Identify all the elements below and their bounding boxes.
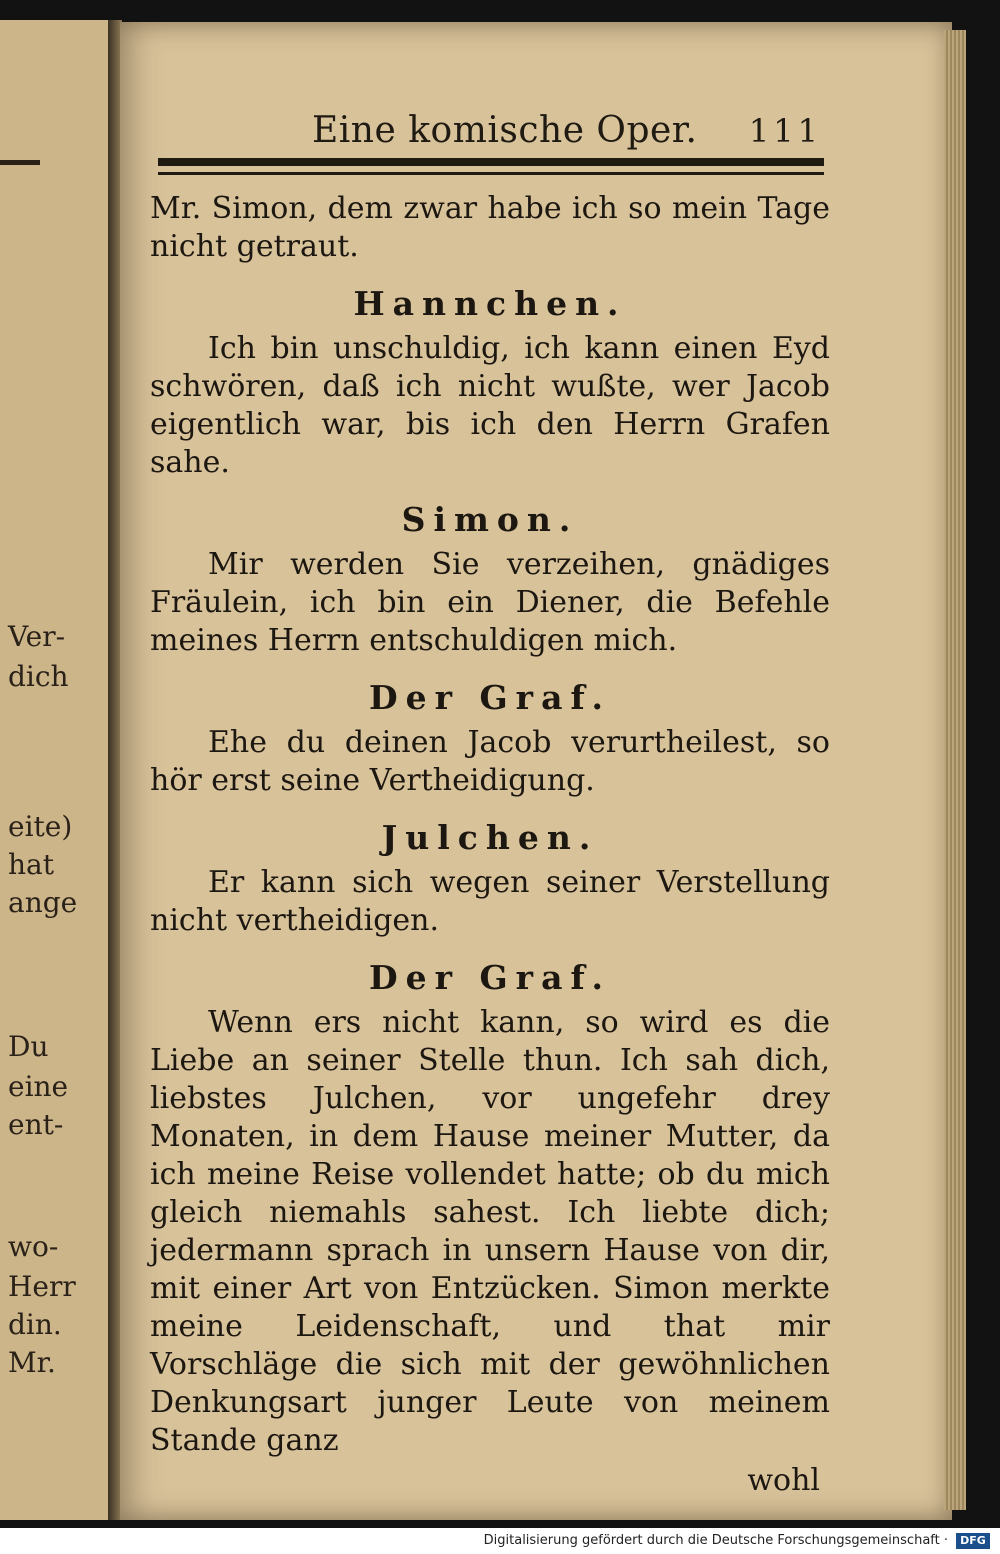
left-fragment: ent- <box>8 1108 64 1141</box>
left-fragment: din. <box>8 1308 62 1341</box>
header-rule-thin <box>158 172 824 175</box>
text-paragraph: Mir werden Sie verzeihen, gnädiges Fräulein, ich bin ein Diener, die Befehle meines Herrn entschuldigen mich. <box>150 547 830 658</box>
left-fragment: ange <box>8 886 78 919</box>
page-edges <box>944 30 966 1510</box>
left-fragment: Du <box>8 1030 49 1063</box>
dfg-logo: DFG <box>956 1533 990 1549</box>
text-paragraph: Mr. Simon, dem zwar habe ich so mein Tage nicht getraut. <box>150 191 830 264</box>
left-fragment: Herr <box>8 1270 76 1303</box>
left-fragment: Ver- <box>8 620 66 653</box>
page-number: 111 <box>748 112 822 150</box>
left-fragment: wo- <box>8 1230 59 1263</box>
left-fragment: Mr. <box>8 1346 56 1379</box>
running-head-title: Eine komische Oper. <box>312 110 698 151</box>
speaker-name: Der Graf. <box>369 678 611 717</box>
speaker-name: Der Graf. <box>369 958 611 997</box>
speaker-name: Hannchen. <box>353 284 627 323</box>
text-paragraph: Ehe du deinen Jacob verurtheilest, so hör erst seine Vertheidigung. <box>150 725 830 798</box>
footer-credit: Digitalisierung gefördert durch die Deutsche Forschungsgemeinschaft · <box>483 1533 948 1548</box>
speaker-name: Simon. <box>401 500 579 539</box>
header-rule <box>158 158 824 166</box>
left-fragment: eite) <box>8 810 73 843</box>
text-paragraph: Ich bin unschuldig, ich kann einen Eyd schwören, daß ich nicht wußte, wer Jacob eigentlich war, bis ich den Herrn Grafen sahe. <box>150 331 830 480</box>
left-page-edge <box>0 20 111 1520</box>
footer-bar <box>0 1528 1000 1554</box>
speaker-name: Julchen. <box>381 818 599 857</box>
left-page-rule <box>0 160 40 165</box>
left-fragment: eine <box>8 1070 69 1103</box>
running-head <box>192 106 832 158</box>
text-paragraph: Er kann sich wegen seiner Verstellung nicht vertheidigen. <box>150 865 830 938</box>
left-fragment: hat <box>8 848 54 881</box>
text-paragraph: Wenn ers nicht kann, so wird es die Liebe an seiner Stelle thun. Ich sah dich, liebstes Julchen, vor ungefehr drey Monaten, in dem Hause meiner Mutter, da ich meine Reise vollendet hatte; ob du mich gleich niemahls sahest. Ich liebte dich; jedermann sprach in unsern Hause von dir, mit einer Art von Entzücken. Simon merkte meine Leidenschaft, und that mir Vorschläge die sich mit der gewöhnlichen Denkungsart junger Leute von meinem Stande ganz <box>150 1005 830 1458</box>
left-fragment: dich <box>8 660 69 693</box>
page-text <box>150 190 830 1500</box>
catchword: wohl <box>747 1463 820 1498</box>
